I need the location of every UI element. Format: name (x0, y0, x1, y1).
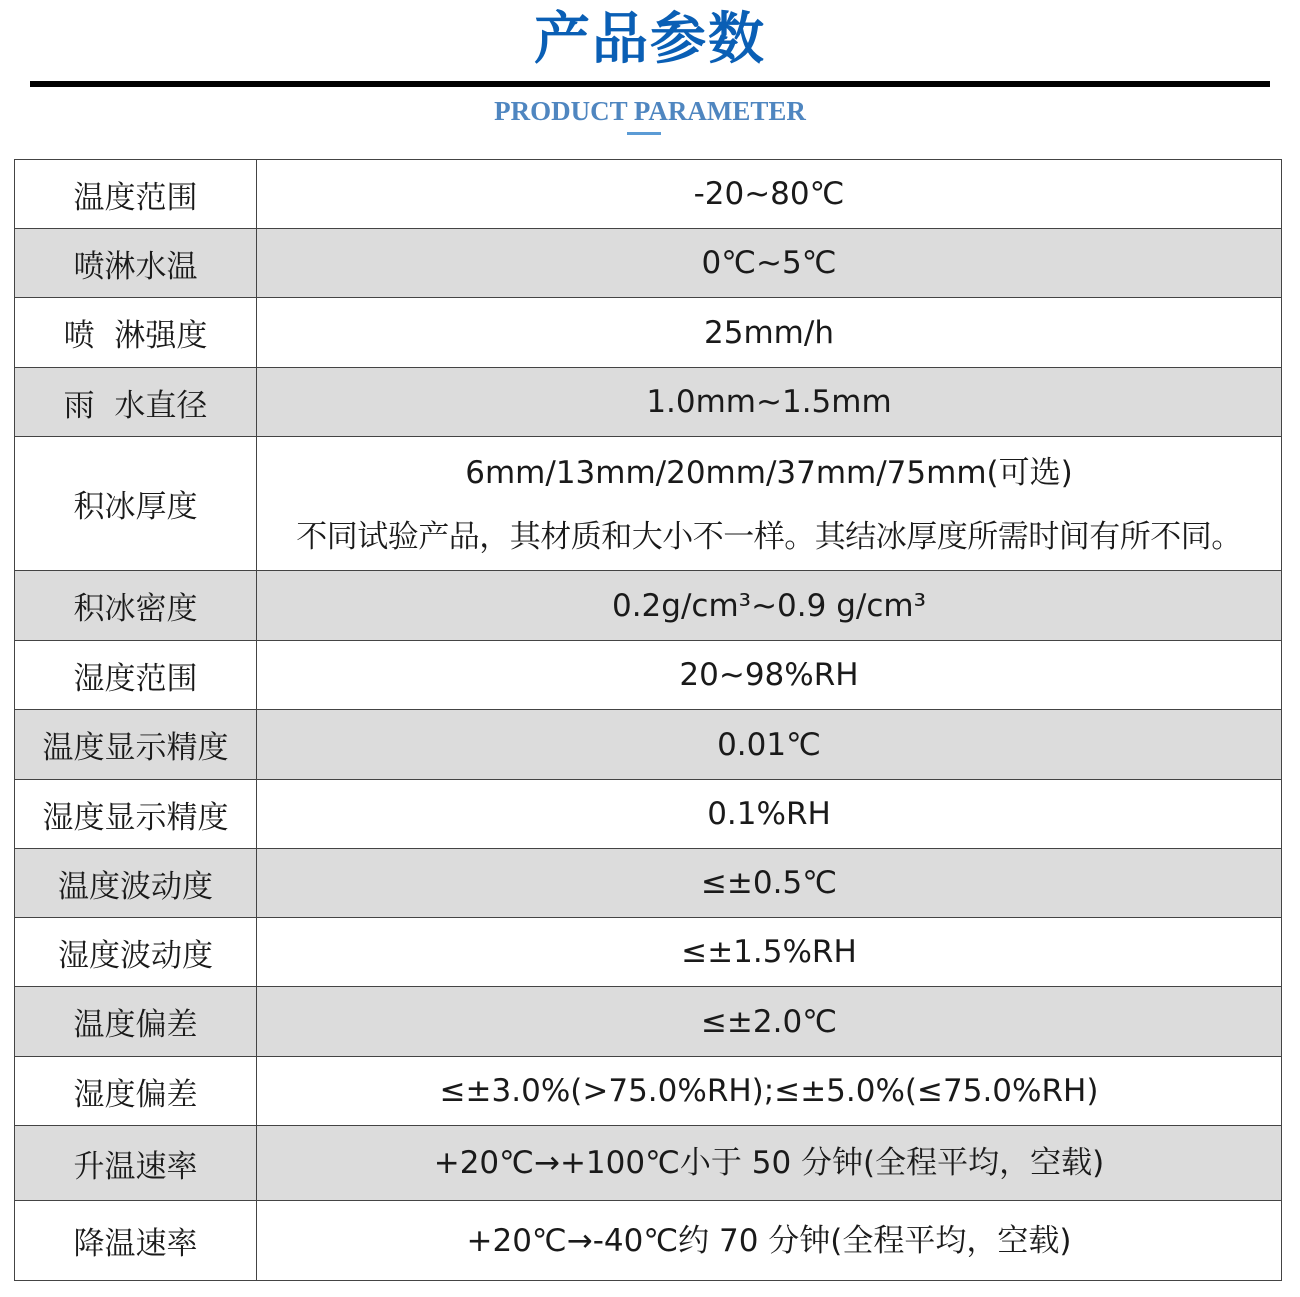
page-title: 产品参数 (534, 7, 766, 72)
param-label: 喷 淋强度 (15, 298, 257, 368)
param-value: 0℃~5℃ (257, 229, 1282, 298)
param-label: 雨 水直径 (15, 368, 257, 437)
param-value: ≤±1.5%RH (257, 918, 1282, 987)
page-subtitle: PRODUCT PARAMETER (494, 96, 806, 126)
param-value: 6mm/13mm/20mm/37mm/75mm(可选) (465, 454, 1073, 491)
param-value: ≤±3.0%(>75.0%RH);≤±5.0%(≤75.0%RH) (257, 1057, 1282, 1126)
param-value: 0.01℃ (257, 710, 1282, 780)
table-row (15, 229, 1282, 298)
table-row (15, 710, 1282, 780)
param-value: ≤±0.5℃ (257, 849, 1282, 918)
table-row (15, 918, 1282, 987)
table-row (15, 437, 1282, 571)
param-value: 0.2g/cm³~0.9 g/cm³ (257, 571, 1282, 641)
param-label: 湿度显示精度 (15, 780, 257, 849)
table-row (15, 641, 1282, 710)
table-row (15, 368, 1282, 437)
param-label: 喷淋水温 (15, 229, 257, 298)
param-value: 1.0mm~1.5mm (257, 368, 1282, 437)
parameter-table (14, 159, 1282, 1281)
table-row (15, 1201, 1282, 1281)
param-value: ≤±2.0℃ (257, 987, 1282, 1057)
param-value: 20~98%RH (257, 641, 1282, 710)
table-row (15, 849, 1282, 918)
param-label: 降温速率 (15, 1201, 257, 1281)
param-label: 温度波动度 (15, 849, 257, 918)
param-label: 升温速率 (15, 1126, 257, 1201)
param-note: 不同试验产品，其材质和大小不一样。其结冰厚度所需时间有所不同。 (296, 518, 1242, 555)
divider (30, 81, 1270, 87)
table-row (15, 1057, 1282, 1126)
param-value: -20~80℃ (257, 160, 1282, 229)
table-row (15, 160, 1282, 229)
table-row (15, 298, 1282, 368)
table-row (15, 1126, 1282, 1201)
param-label: 温度偏差 (15, 987, 257, 1057)
table-row (15, 571, 1282, 641)
param-value: +20℃→+100℃小于 50 分钟(全程平均，空载) (257, 1126, 1282, 1201)
table-row (15, 987, 1282, 1057)
table-row (15, 780, 1282, 849)
param-value: 25mm/h (257, 298, 1282, 368)
param-label: 湿度偏差 (15, 1057, 257, 1126)
param-label: 湿度波动度 (15, 918, 257, 987)
param-label: 积冰厚度 (15, 437, 257, 571)
param-value: 0.1%RH (257, 780, 1282, 849)
subtitle-accent (627, 132, 661, 135)
param-value: +20℃→-40℃约 70 分钟(全程平均，空载) (257, 1201, 1282, 1281)
param-label: 湿度范围 (15, 641, 257, 710)
param-label: 温度显示精度 (15, 710, 257, 780)
param-value-cell (257, 437, 1282, 571)
param-label: 积冰密度 (15, 571, 257, 641)
param-label: 温度范围 (15, 160, 257, 229)
